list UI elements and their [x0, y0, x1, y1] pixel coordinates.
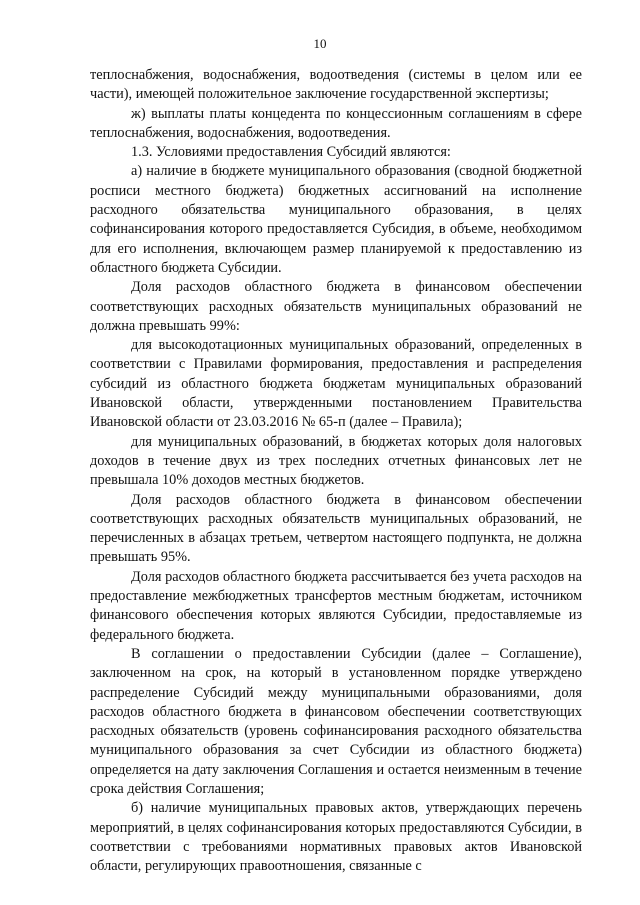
paragraph: Доля расходов областного бюджета в финансовом обеспечении соответствующих расходных обязательств муниципальных образований, не перечисленных в абзацах третьем, четвертом настоящего подпункта, не должна превышать 95%.: [90, 491, 582, 566]
paragraph: Доля расходов областного бюджета рассчитывается без учета расходов на предоставление межбюджетных трансфертов местным бюджетам, источником финансового обеспечения которых являются Субсидии, предоставляемые из федерального бюджета.: [90, 568, 582, 643]
paragraph: б) наличие муниципальных правовых актов, утверждающих перечень мероприятий, в целях софинансирования которых предоставляются Субсидии, в соответствии с требованиями нормативных правовых актов Ивановской области, регулирующих правоотношения, связанные с: [90, 800, 582, 875]
body-text: [90, 66, 582, 876]
paragraph: 1.3. Условиями предоставления Субсидий являются:: [131, 144, 451, 161]
paragraph: для высокодотационных муниципальных образований, определенных в соответствии с Правилами формирования, предоставления и распределения субсидий из областного бюджета бюджетам муниципальных образований Ивановской области, утвержденными постановлением Правительства Ивановской области от 23.03.2016 № 65-п (далее – Правила);: [90, 337, 582, 431]
paragraph: Доля расходов областного бюджета в финансовом обеспечении соответствующих расходных обязательств муниципальных образований не должна превышать 99%:: [90, 279, 582, 334]
paragraph: теплоснабжения, водоснабжения, водоотведения (системы в целом или ее части), имеющей положительное заключение государственной экспертизы;: [90, 67, 582, 103]
paragraph: для муниципальных образований, в бюджетах которых доля налоговых доходов в течение двух из трех последних отчетных финансовых лет не превышала 10% доходов местных бюджетов.: [90, 433, 582, 489]
paragraph: а) наличие в бюджете муниципального образования (сводной бюджетной росписи местного бюджета) бюджетных ассигнований на исполнение расходного обязательства муниципального образования, в целях софинансирования которого предоставляется Субсидия, в объеме, необходимом для его исполнения, включающем размер планируемой к предоставлению из областного бюджета Субсидии.: [90, 163, 582, 276]
paragraph: В соглашении о предоставлении Субсидии (далее – Соглашение), заключенном на срок, на который в установленном порядке утверждено распределение Субсидий между муниципальными образованиями, доля расходов областного бюджета в финансовом обеспечении соответствующих расходных обязательств (уровень софинансирования расходного обязательства муниципального образования за счет Субсидии из областного бюджета) определяется на дату заключения Соглашения и остается неизменным в течение срока действия Соглашения;: [90, 645, 582, 797]
paragraph: ж) выплаты платы концедента по концессионным соглашениям в сфере теплоснабжения, водоснабжения, водоотведения.: [90, 105, 582, 141]
page-number: 10: [313, 36, 327, 51]
